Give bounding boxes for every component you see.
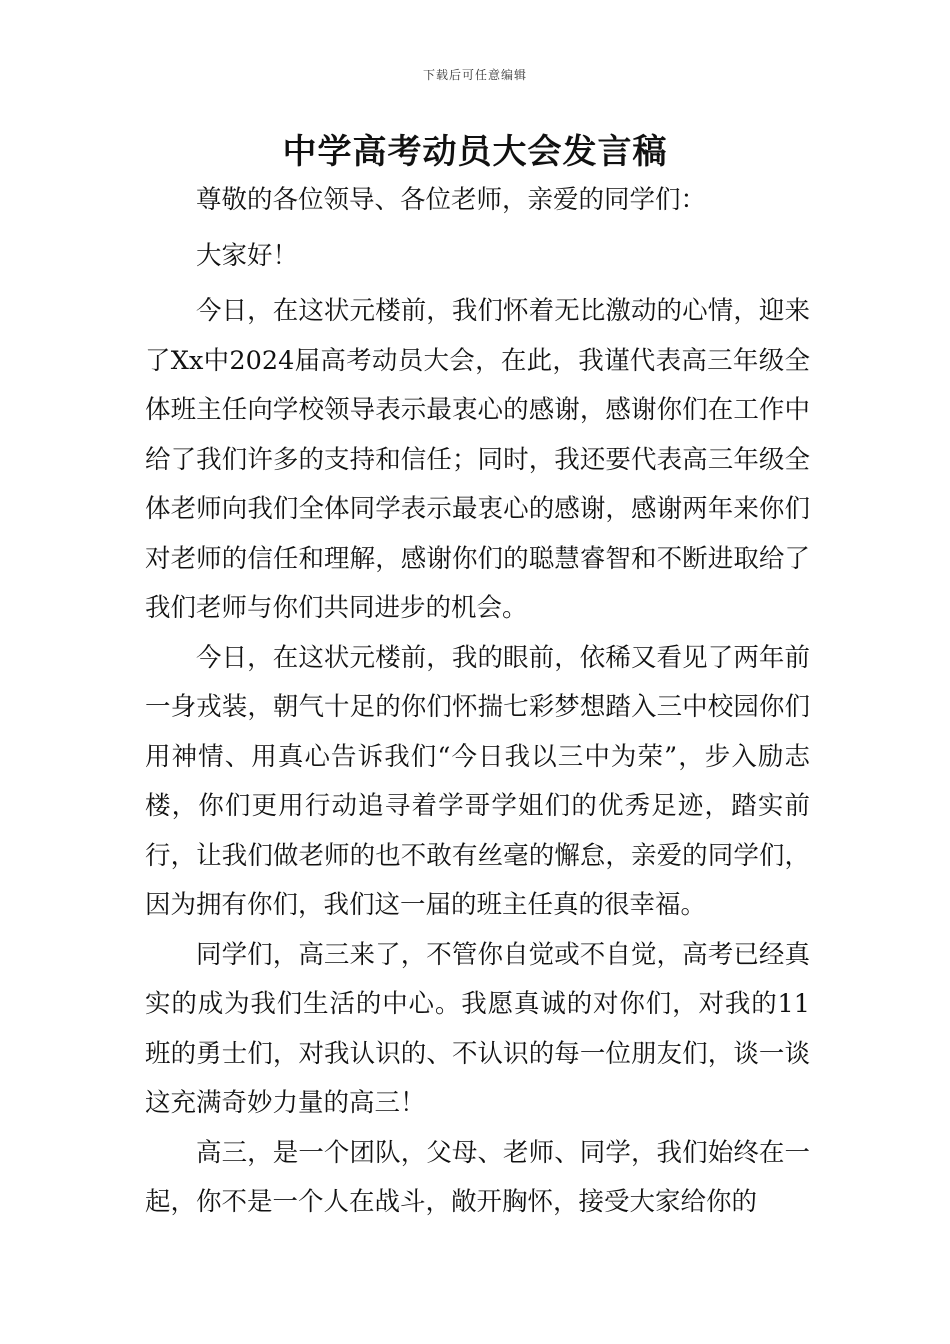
paragraph-1: 今日，在这状元楼前，我们怀着无比激动的心情，迎来了Xx中2024届高考动员大会，在此，我谨代表高三年级全体班主任向学校领导表示最衷心的感谢，感谢你们在工作中给了我们许多的支持和信任；同时，我还要代表高三年级全体老师向我们全体同学表示最衷心的感谢，感谢两年来你们对老师的信任和理解，感谢你们的聪慧睿智和不断进取给了我们老师与你们共同进步的机会。: [145, 296, 810, 623]
paragraph-4: 高三，是一个团队，父母、老师、同学，我们始终在一起，你不是一个人在战斗，敞开胸怀，接受大家给你的: [145, 1137, 810, 1217]
header-note: 下载后可任意编辑: [422, 68, 527, 82]
paragraph-2: 今日，在这状元楼前，我的眼前，依稀又看见了两年前一身戎装，朝气十足的你们怀揣七彩梦想踏入三中校园你们用神情、用真心告诉我们“今日我以三中为荣”，步入励志楼，你们更用行动追寻着学哥学姐们的优秀足迹，踏实前行，让我们做老师的也不敢有丝毫的懈怠，亲爱的同学们，因为拥有你们，我们这一届的班主任真的很幸福。: [145, 642, 810, 920]
paragraph-3: 同学们，高三来了，不管你自觉或不自觉，高考已经真实的成为我们生活的中心。我愿真诚的对你们，对我的11班的勇士们，对我认识的、不认识的每一位朋友们，谈一谈这充满奇妙力量的高三！: [145, 939, 810, 1118]
document-body: [145, 176, 810, 1228]
salutation: 尊敬的各位领导、各位老师，亲爱的同学们：: [196, 185, 707, 215]
document-title: 中学高考动员大会发言稿: [282, 132, 668, 172]
greeting: 大家好！: [196, 240, 299, 271]
